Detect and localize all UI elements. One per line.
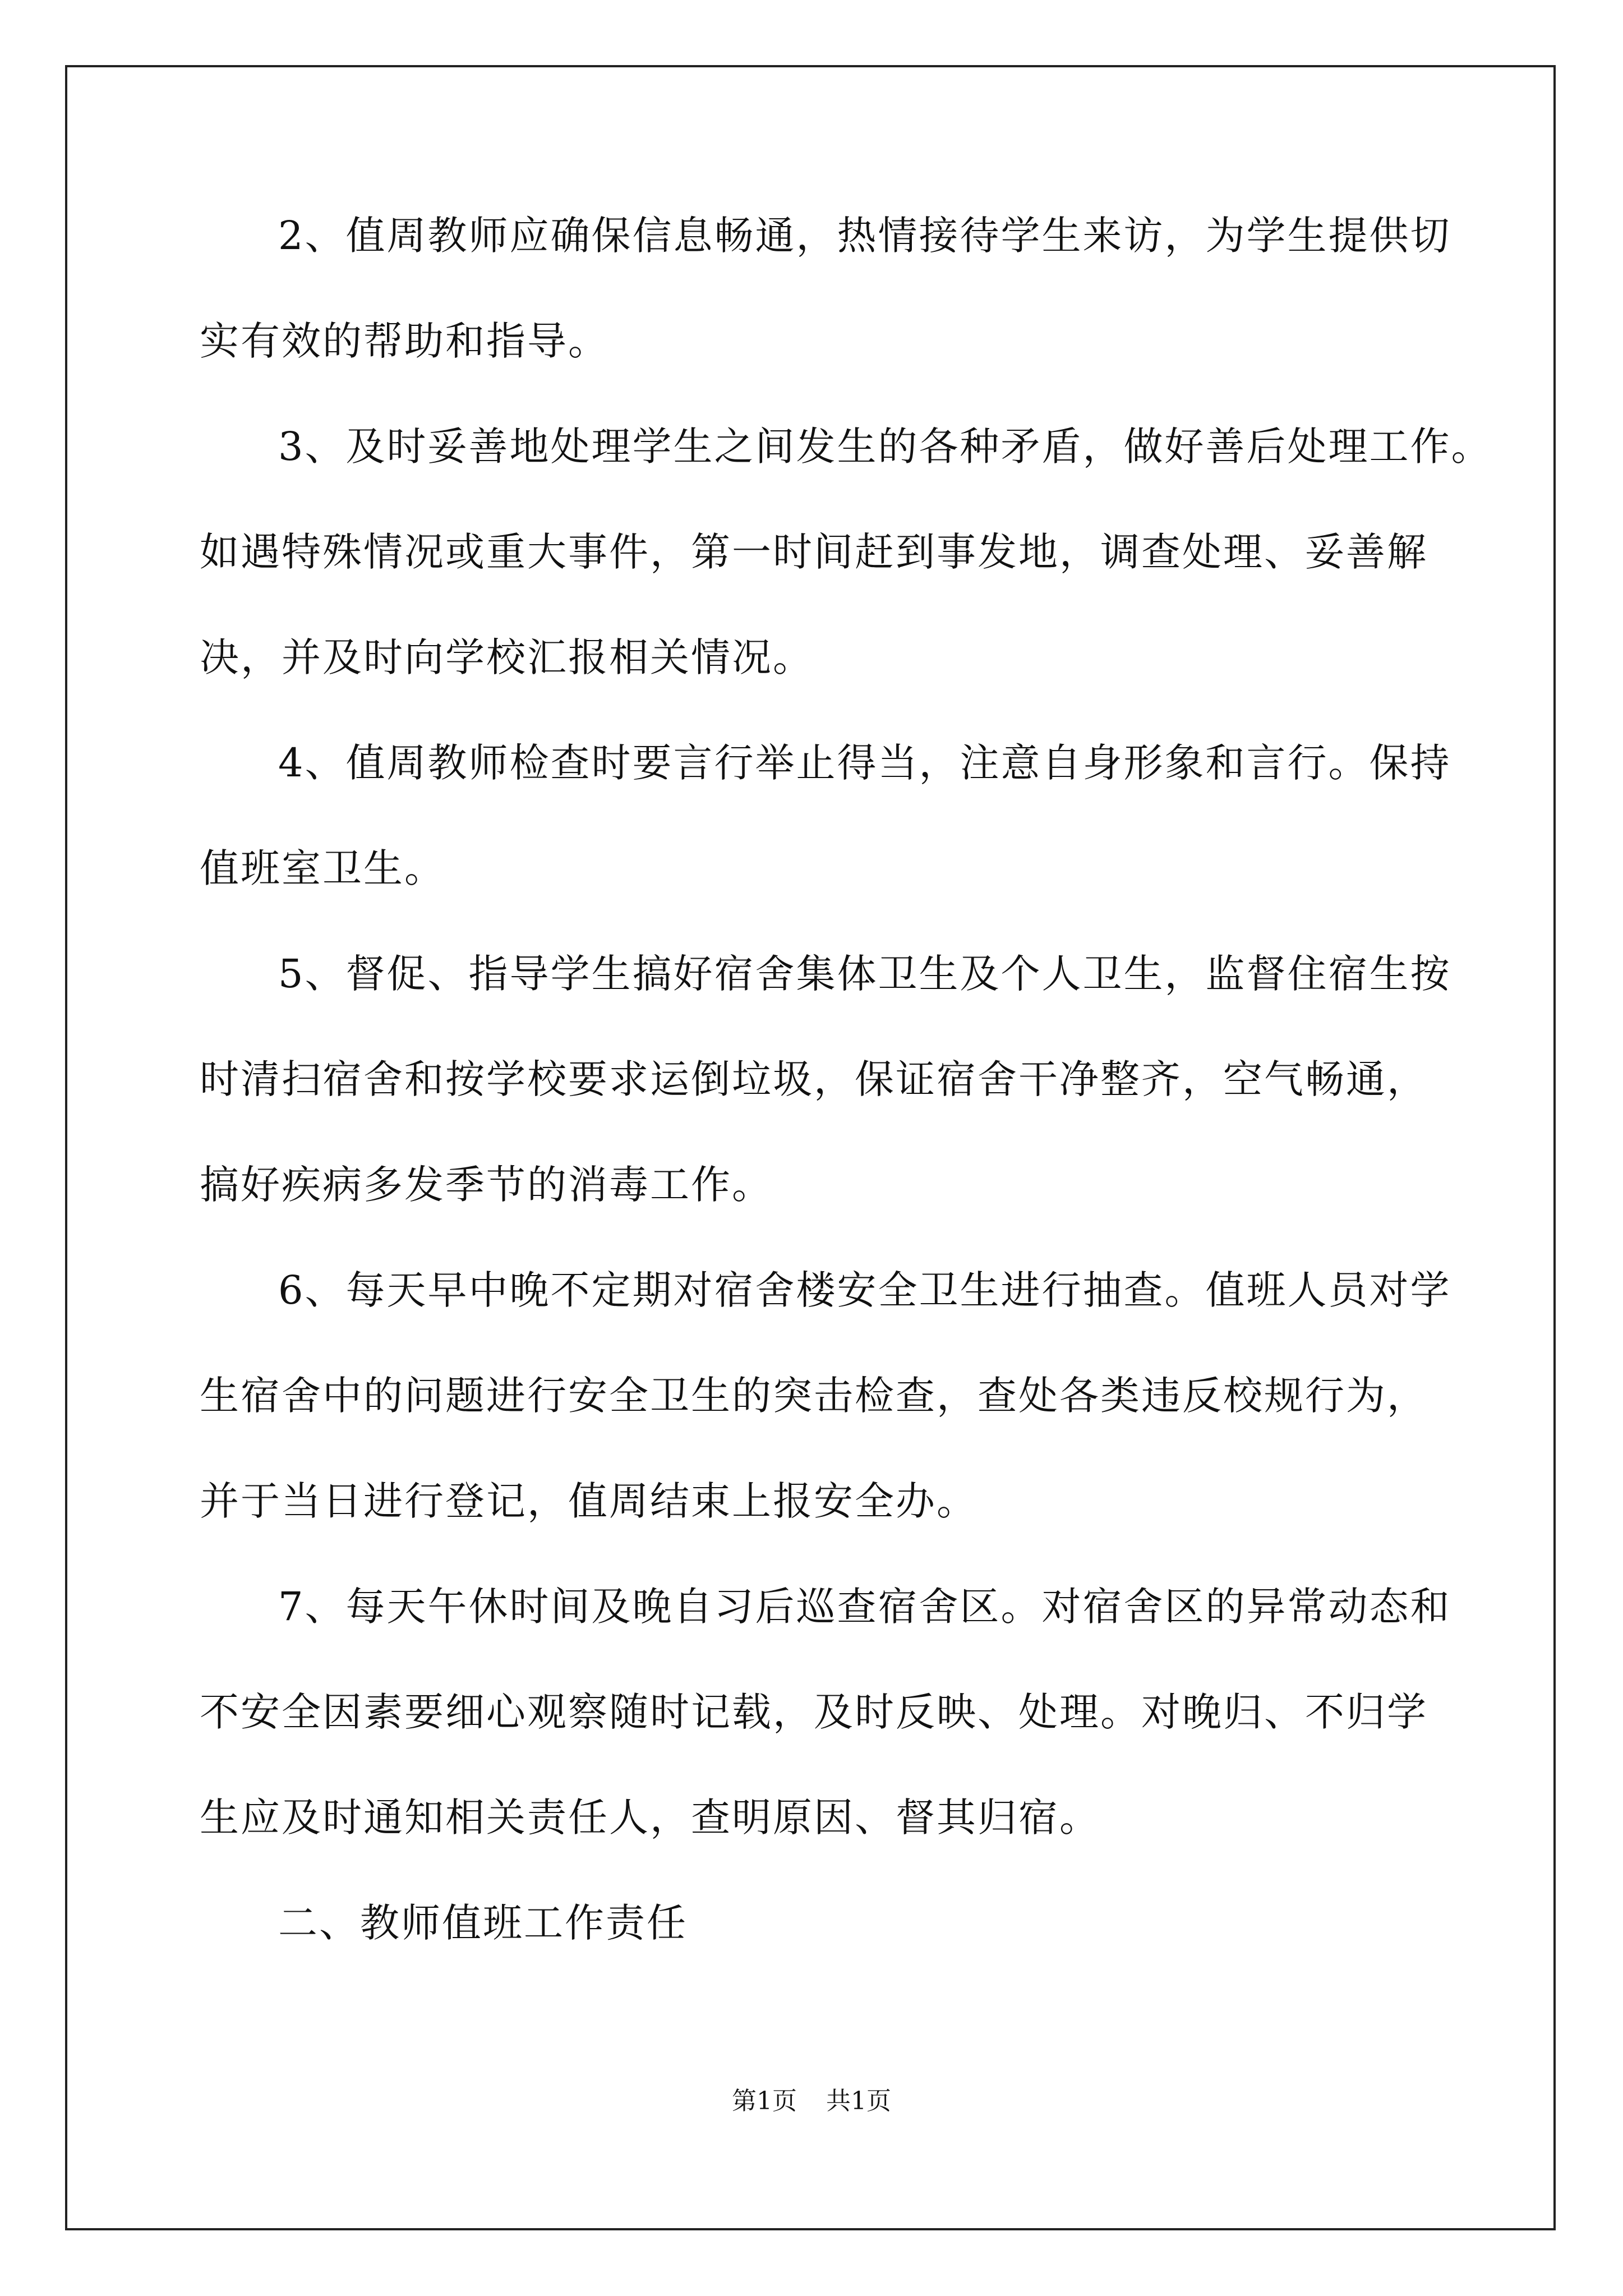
page-number: 第1页	[732, 2087, 797, 2115]
section-heading: 二、教师值班工作责任	[278, 1900, 688, 1946]
paragraph-4-line-1: 4、值周教师检查时要言行举止得当，注意自身形象和言行。保持	[278, 740, 1451, 786]
paragraph-5-line-2: 时清扫宿舍和按学校要求运倒垃圾，保证宿舍干净整齐，空气畅通，	[200, 1056, 1428, 1102]
paragraph-2-line-2: 实有效的帮助和指导。	[200, 318, 609, 364]
paragraph-6-line-1: 6、每天早中晚不定期对宿舍楼安全卫生进行抽查。值班人员对学	[278, 1267, 1451, 1313]
total-pages: 共1页	[826, 2087, 891, 2115]
paragraph-6-line-2: 生宿舍中的问题进行安全卫生的突击检查，查处各类违反校规行为，	[200, 1373, 1428, 1419]
paragraph-6-line-3: 并于当日进行登记，值周结束上报安全办。	[200, 1478, 978, 1524]
paragraph-7-line-2: 不安全因素要细心观察随时记载，及时反映、处理。对晚归、不归学	[200, 1689, 1428, 1735]
page-footer	[0, 2085, 1623, 2118]
paragraph-4-line-2: 值班室卫生。	[200, 845, 445, 891]
paragraph-5-line-1: 5、督促、指导学生搞好宿舍集体卫生及个人卫生，监督住宿生按	[278, 951, 1451, 997]
paragraph-3-line-2: 如遇特殊情况或重大事件，第一时间赶到事发地，调查处理、妥善解	[200, 529, 1428, 575]
paragraph-3-line-3: 决，并及时向学校汇报相关情况。	[200, 634, 814, 680]
paragraph-7-line-3: 生应及时通知相关责任人，查明原因、督其归宿。	[200, 1795, 1100, 1841]
paragraph-7-line-1: 7、每天午休时间及晚自习后巡查宿舍区。对宿舍区的异常动态和	[278, 1584, 1451, 1630]
paragraph-2-line-1: 2、值周教师应确保信息畅通，热情接待学生来访，为学生提供切	[278, 213, 1451, 259]
paragraph-5-line-3: 搞好疾病多发季节的消毒工作。	[200, 1162, 773, 1208]
paragraph-3-line-1: 3、及时妥善地处理学生之间发生的各种矛盾，做好善后处理工作。	[278, 424, 1492, 470]
